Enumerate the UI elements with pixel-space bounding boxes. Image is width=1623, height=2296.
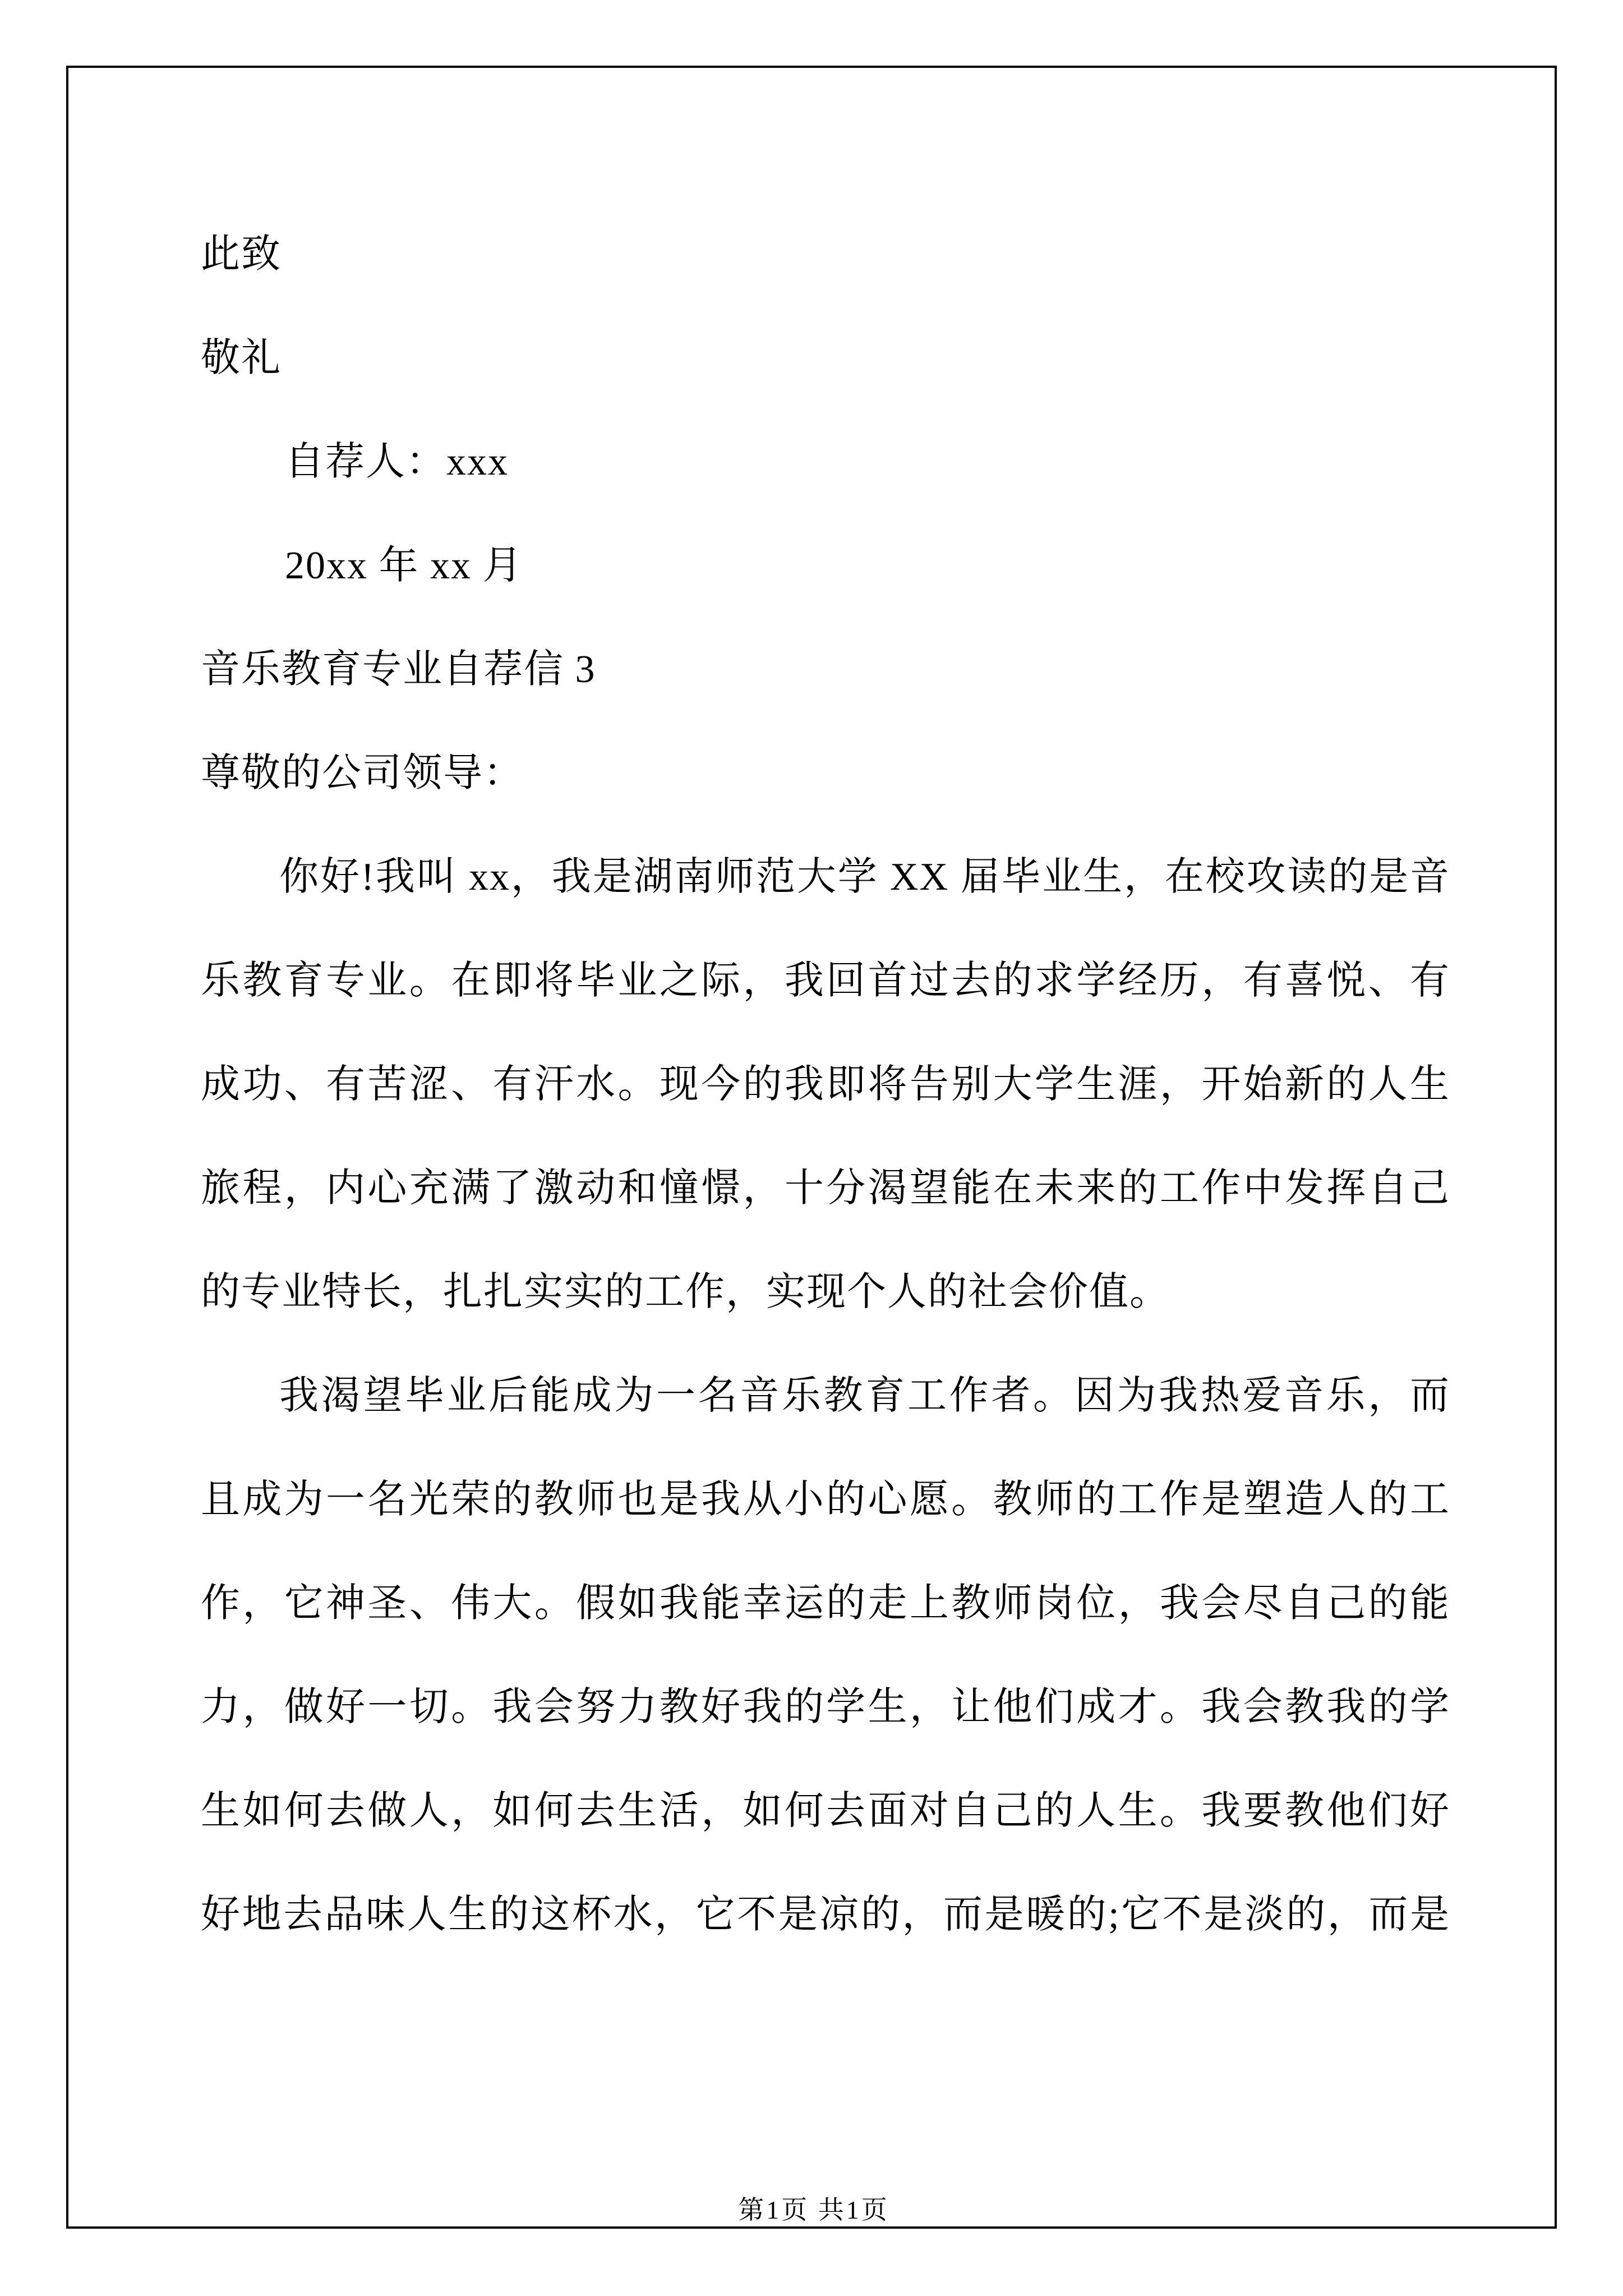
text-line: 成功、有苦涩、有汗水。现今的我即将告别大学生涯，开始新的人生: [201, 1063, 1450, 1106]
text-line: 我渴望毕业后能成为一名音乐教育工作者。因为我热爱音乐，而: [279, 1374, 1450, 1418]
text-line: 尊敬的公司领导：: [201, 752, 524, 795]
page-footer: 第1页 共1页: [738, 2196, 889, 2224]
text-line: 作，它神圣、伟大。假如我能幸运的走上教师岗位，我会尽自己的能: [201, 1582, 1450, 1625]
text-line: 敬礼: [201, 337, 282, 380]
text-line: 生如何去做人，如何去生活，如何去面对自己的人生。我要教他们好: [201, 1789, 1450, 1833]
text-line: 力，做好一切。我会努力教好我的学生，让他们成才。我会教我的学: [201, 1686, 1450, 1729]
text-line: 音乐教育专业自荐信 3: [201, 648, 596, 691]
text-line: 好地去品味人生的这杯水，它不是凉的，而是暖的;它不是淡的，而是: [201, 1893, 1450, 1936]
page-border: [66, 66, 1557, 2229]
text-line: 此致: [201, 233, 282, 276]
letter-body: [201, 203, 1450, 1967]
text-line: 你好!我叫 xx，我是湖南师范大学 XX 届毕业生，在校攻读的是音: [279, 855, 1450, 899]
text-line: 乐教育专业。在即将毕业之际，我回首过去的求学经历，有喜悦、有: [201, 959, 1450, 1002]
text-line: 自荐人：xxx: [285, 440, 509, 484]
text-line: 的专业特长，扎扎实实的工作，实现个人的社会价值。: [201, 1271, 1170, 1314]
text-line: 且成为一名光荣的教师也是我从小的心愿。教师的工作是塑造人的工: [201, 1478, 1450, 1521]
text-line: 20xx 年 xx 月: [285, 544, 523, 587]
text-line: 旅程，内心充满了激动和憧憬，十分渴望能在未来的工作中发挥自己: [201, 1167, 1450, 1210]
